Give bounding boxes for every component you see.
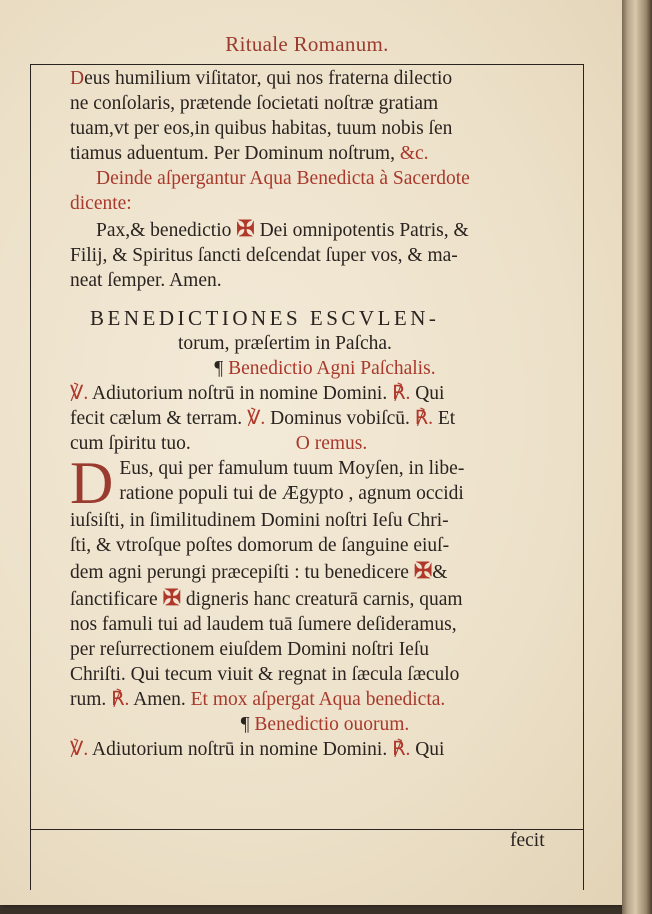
response-icon: ℟. bbox=[111, 689, 130, 710]
book-spine bbox=[622, 0, 652, 914]
versicles bbox=[70, 381, 580, 456]
cross-icon: ✠ bbox=[162, 585, 181, 610]
frame-rule-top bbox=[30, 64, 584, 65]
heading-ouorum bbox=[70, 712, 580, 737]
running-header: Rituale Romanum. bbox=[225, 32, 389, 56]
text-span: Adiutorium noſtrū in nomine Domini. bbox=[92, 383, 388, 404]
versicle-icon: ℣. bbox=[70, 739, 89, 760]
prayer-agnus bbox=[70, 450, 580, 712]
frame-rule-bottom bbox=[30, 829, 584, 830]
rubric-text: Et mox aſpergat Aqua benedicta. bbox=[190, 689, 446, 710]
rubric-line: dicente: bbox=[70, 193, 132, 214]
text-span: Adiutorium noſtrū in nomine Domini. bbox=[92, 739, 388, 760]
versicle-icon: ℣. bbox=[70, 383, 89, 404]
text-span: Dei omnipotentis Patris, & bbox=[259, 220, 469, 241]
catchword: fecit bbox=[510, 830, 545, 851]
versicle-icon: ℣. bbox=[247, 408, 266, 429]
text-span: rum. bbox=[70, 689, 107, 710]
text-line: ſti, & vtroſque poſtes domorum de ſanguine eiuſ- bbox=[70, 535, 450, 556]
heading-agni bbox=[70, 356, 580, 381]
drop-cap: D bbox=[70, 450, 114, 516]
text-line: Eus, qui per famulum tuum Moyſen, in libe- bbox=[119, 458, 465, 479]
etc-text: &c. bbox=[399, 143, 429, 164]
cross-icon: ✠ bbox=[236, 216, 255, 241]
frame-rule-left bbox=[30, 64, 31, 890]
initial-letter: D bbox=[70, 68, 85, 89]
rubric-aspersion bbox=[70, 166, 580, 216]
pilcrow-icon: ¶ bbox=[240, 714, 250, 735]
text-span: dem agni perungi præcepiſti : tu benedicere bbox=[70, 562, 409, 583]
response-icon: ℟. bbox=[392, 739, 411, 760]
text-line: Filij, & Spiritus ſancti deſcendat ſuper vos, & ma- bbox=[70, 245, 458, 266]
heading-text: Benedictio ouorum. bbox=[254, 714, 410, 735]
response-icon: ℟. bbox=[414, 408, 433, 429]
text-span: Dominus vobiſcū. bbox=[270, 408, 410, 429]
text-span: Amen. bbox=[133, 689, 186, 710]
page-body bbox=[70, 66, 580, 762]
text-span: Pax,& benedictio bbox=[96, 220, 232, 241]
prayer-visitator bbox=[70, 66, 580, 166]
text-span: & bbox=[432, 562, 448, 583]
section-title: BENEDICTIONES ESCVLEN- bbox=[90, 306, 440, 330]
frame-rule-right bbox=[583, 64, 584, 890]
oremus-text: O remus. bbox=[295, 433, 368, 454]
section-subtitle: torum, præſertim in Paſcha. bbox=[178, 333, 392, 354]
text-line: tiamus aduentum. Per Dominum noſtrum, bbox=[70, 143, 395, 164]
pilcrow-icon: ¶ bbox=[214, 358, 224, 379]
text-span: cum ſpiritu tuo. bbox=[70, 433, 191, 454]
response-icon: ℟. bbox=[392, 383, 411, 404]
text-line: iuſsiſti, in ſimilitudinem Domini noſtri Ieſu Chri- bbox=[70, 510, 449, 531]
text-line: eus humilium viſitator, qui nos fraterna dilectio bbox=[84, 68, 453, 89]
text-span: Qui bbox=[415, 383, 445, 404]
text-span: Et bbox=[437, 408, 456, 429]
heading-text: Benedictio Agni Paſchalis. bbox=[228, 358, 436, 379]
text-span: digneris hanc creaturā carnis, quam bbox=[185, 589, 463, 610]
cross-icon: ✠ bbox=[413, 558, 433, 583]
text-line: ne conſolaris, prætende ſocietati noſtræ gratiam bbox=[70, 93, 439, 114]
text-line: Chriſti. Qui tecum viuit & regnat in ſæcula ſæculo bbox=[70, 664, 460, 685]
text-line: ratione populi tui de Ægypto , agnum occidi bbox=[119, 483, 464, 504]
text-span: Qui bbox=[415, 739, 445, 760]
text-line: per reſurrectionem eiuſdem Domini noſtri Ieſu bbox=[70, 639, 430, 660]
last-versicle bbox=[70, 737, 580, 762]
text-line: neat ſemper. Amen. bbox=[70, 270, 222, 291]
pax-blessing bbox=[70, 216, 580, 293]
text-line: nos famuli tui ad laudem tuā ſumere deſideramus, bbox=[70, 614, 457, 635]
text-span: ſanctificare bbox=[70, 589, 158, 610]
text-span: fecit cælum & terram. bbox=[70, 408, 243, 429]
rubric-line: Deinde aſpergantur Aqua Benedicta à Sacerdote bbox=[96, 168, 470, 189]
text-line: tuam,vt per eos,in quibus habitas, tuum nobis ſen bbox=[70, 118, 453, 139]
